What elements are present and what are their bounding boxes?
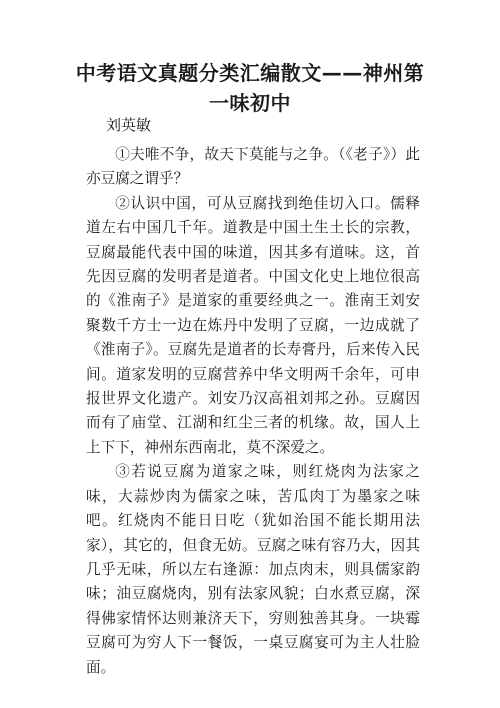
paragraph-1: ①夫唯不争，故天下莫能与之争。（《老子》）此亦豆腐之谓乎？	[86, 146, 420, 188]
article-body	[86, 143, 420, 680]
article-author: 刘英敏	[106, 116, 152, 134]
article-title: 中考语文真题分类汇编散文——神州第一味初中	[75, 61, 425, 115]
paragraph-3: ③若说豆腐为道家之味，则红烧肉为法家之味，大蒜炒肉为儒家之味，苦瓜肉丁为墨家之味吧。红烧肉不能日日吃（犹如治国不能长期用法家），其它的，但食无妨。豆腐之味有容乃大，因其几乎无味，所以左右逢源：加点肉末，则具儒家韵味；油豆腐烧肉，别有法家风貌；白水煮豆腐，深得佛家情怀达则兼济天下，穷则独善其身。一块霉豆腐可为穷人下一餐饭，一桌豆腐宴可为主人壮脸面。	[86, 463, 420, 676]
paragraph-2: ②认识中国，可从豆腐找到绝佳切入口。儒释道左右中国几千年。道教是中国土生土长的宗教，豆腐最能代表中国的味道，因其多有道味。这，首先因豆腐的发明者是道者。中国文化史上地位很高的《淮南子》是道家的重要经典之一。淮南王刘安聚数千方士一边在炼丹中发明了豆腐，一边成就了《淮南子》。豆腐先是道者的长寿膏丹，后来传入民间。道家发明的豆腐营养中华文明两千余年，可申报世界文化遗产。刘安乃汉高祖刘邦之孙。豆腐因而有了庙堂、江湖和红尘三者的机缘。故，国人上上下下，神州东西南北，莫不深爱之。	[86, 194, 420, 456]
